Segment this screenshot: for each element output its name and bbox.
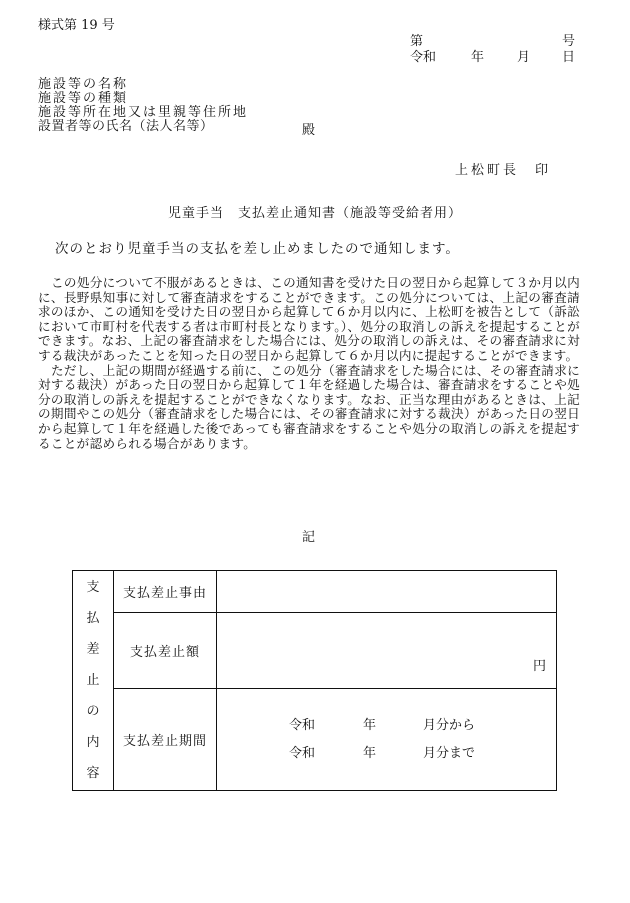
issue-date-era: 令和 <box>410 50 437 65</box>
notice-paragraph-appeal: この処分について不服があるときは、この通知書を受けた日の翌日から起算して３か月以内に、長野県知事に対して審査請求をすることができます。この処分については、上記の審査請求のほか、この通知を受けた日の翌日から起算して６か月以内に、上松町を被告として（訴訟において市町村を代表する者は市町村長となります。）、処分の取消しの訴えを提起することができます。なお、上記の審査請求をした場合には、処分の取消しの訴えは、その審査請求に対する裁決があったことを知った日の翌日から起算して６か月以内に提起することができます。 <box>38 275 580 363</box>
issue-date-month: 月 <box>517 50 531 65</box>
period-value <box>217 689 557 791</box>
recipient-address: 施設等所在地又は里親等住所地 <box>38 105 249 120</box>
document-title: 児童手当 支払差止通知書（施設等受給者用） <box>167 206 462 221</box>
notice-body <box>38 276 580 451</box>
issue-number-prefix: 第 <box>410 34 424 49</box>
issuer-signature: 上松町長 印 <box>455 163 552 178</box>
recipient-operator-name: 設置者等の氏名（法人名等） <box>38 119 214 134</box>
honorific: 殿 <box>302 123 316 138</box>
issue-number-suffix: 号 <box>562 34 576 49</box>
details-table <box>72 570 557 791</box>
period-from: 令和 年 月分から <box>289 717 476 733</box>
lead-sentence: 次のとおり児童手当の支払を差し止めましたので通知します。 <box>55 241 460 257</box>
recipient-block <box>38 78 248 134</box>
issue-date-year: 年 <box>471 50 485 65</box>
period-label: 支払差止期間 <box>114 689 217 791</box>
form-number: 様式第 19 号 <box>38 18 115 33</box>
details-side-label: 支 払 差 止 の 内 容 <box>73 571 114 791</box>
amount-label: 支払差止額 <box>114 613 217 689</box>
reason-value <box>217 571 557 613</box>
ki-marker: 記 <box>302 530 316 545</box>
amount-unit: 円 <box>532 659 546 674</box>
issue-date-day: 日 <box>562 50 576 65</box>
notice-paragraph-proviso: ただし、上記の期間が経過する前に、この処分（審査請求をした場合には、その審査請求に対する裁決）があった日の翌日から起算して１年を経過した場合は、審査請求をすることや処分の取消しの訴えを提起することができなくなります。なお、正当な理由があるときは、上記の期間やこの処分（審査請求をした場合には、その審査請求に対する裁決）があった日の翌日から起算して１年を経過した後であっても審査請求をすることや処分の取消しの訴えを提起することが認められる場合があります。 <box>38 362 580 451</box>
recipient-facility-type: 施設等の種類 <box>38 91 129 106</box>
amount-value <box>217 613 557 689</box>
recipient-facility-name: 施設等の名称 <box>38 77 129 92</box>
period-to: 令和 年 月分まで <box>289 745 476 761</box>
reason-label: 支払差止事由 <box>114 571 217 613</box>
